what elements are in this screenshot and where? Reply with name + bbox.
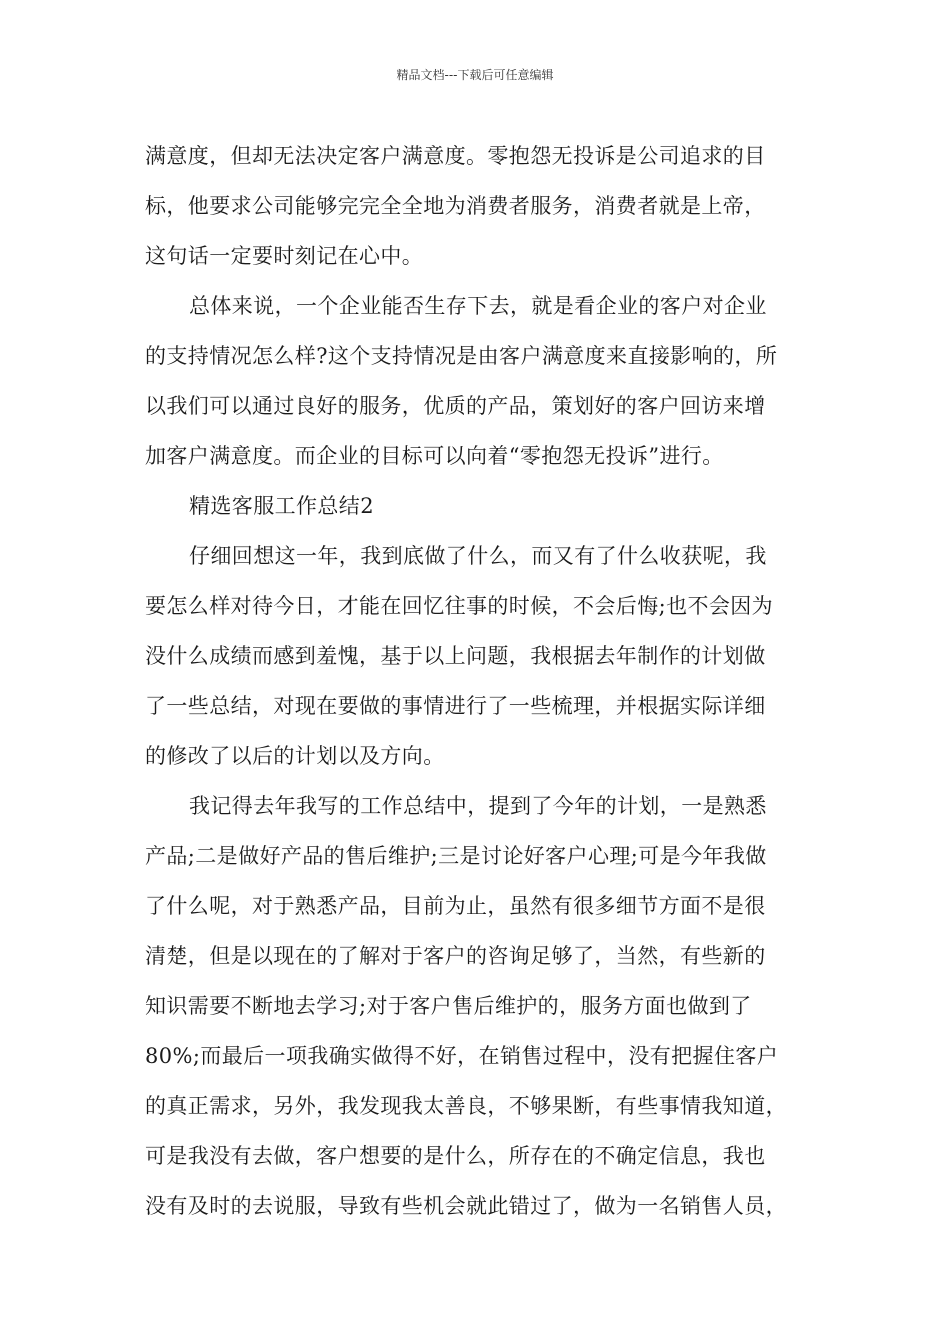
text-line: 的修改了以后的计划以及方向。 (145, 744, 445, 768)
text-line: 了什么呢，对于熟悉产品，目前为止，虽然有很多细节方面不是很 (145, 894, 766, 918)
text-line: 产品;二是做好产品的售后维护;三是讨论好客户心理;可是今年我做 (145, 844, 767, 868)
text-line: 知识需要不断地去学习;对于客户售后维护的，服务方面也做到了 (145, 994, 752, 1018)
text-line: 没什么成绩而感到羞愧，基于以上问题，我根据去年制作的计划做 (145, 644, 766, 668)
text-line: 要怎么样对待今日，才能在回忆往事的时候，不会后悔;也不会因为 (145, 594, 774, 618)
section-heading: 精选客服工作总结2 (189, 494, 374, 518)
text-line: 以我们可以通过良好的服务，优质的产品，策划好的客户回访来增 (145, 394, 766, 418)
paragraph-start: 我记得去年我写的工作总结中，提到了今年的计划，一是熟悉 (189, 794, 767, 818)
text-line: 加客户满意度。而企业的目标可以向着“零抱怨无投诉”进行。 (145, 444, 724, 468)
text-line: 没有及时的去说服，导致有些机会就此错过了，做为一名销售人员， (145, 1194, 787, 1218)
text-line: 的真正需求，另外，我发现我太善良，不够果断，有些事情我知道， (145, 1094, 787, 1118)
text-line: 标，他要求公司能够完完全全地为消费者服务，消费者就是上帝， (145, 194, 766, 218)
text-line: 清楚，但是以现在的了解对于客户的咨询足够了，当然，有些新的 (145, 944, 766, 968)
page-header: 精品文档---下载后可任意编辑 (396, 68, 554, 82)
text-line: 80%;而最后一项我确实做得不好，在销售过程中，没有把握住客户 (145, 1044, 779, 1068)
text-line: 满意度，但却无法决定客户满意度。零抱怨无投诉是公司追求的目 (145, 144, 766, 168)
paragraph-start: 仔细回想这一年，我到底做了什么，而又有了什么收获呢，我 (189, 544, 767, 568)
text-line: 了一些总结，对现在要做的事情进行了一些梳理，并根据实际详细 (145, 694, 766, 718)
document-body (145, 131, 813, 1231)
paragraph-start: 总体来说，一个企业能否生存下去，就是看企业的客户对企业 (189, 294, 767, 318)
text-line: 可是我没有去做，客户想要的是什么，所存在的不确定信息，我也 (145, 1144, 766, 1168)
text-line: 这句话一定要时刻记在心中。 (145, 244, 424, 268)
text-line: 的支持情况怎么样?这个支持情况是由客户满意度来直接影响的，所 (145, 344, 778, 368)
